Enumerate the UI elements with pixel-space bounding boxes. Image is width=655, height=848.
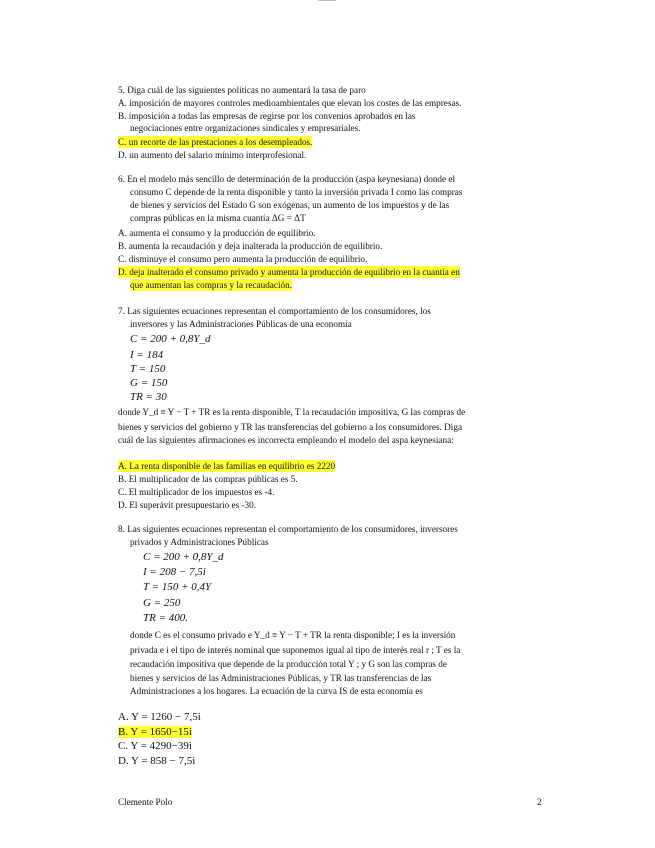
q7-stem-line1: 7. Las siguientes ecuaciones representan el comportamiento de los consumidores, los bbox=[118, 306, 431, 316]
q8-stem-line1: 8. Las siguientes ecuaciones representan el comportamiento de los consumidores, inversores bbox=[118, 524, 458, 534]
q5-option-b-line2: negociaciones entre organizaciones sindicales y empresariales. bbox=[130, 123, 361, 133]
q7-equation-consumption: C = 200 + 0,8Y_d bbox=[130, 333, 211, 345]
q5-option-a: A. imposición de mayores controles medioambientales que elevan los costes de las empresas. bbox=[118, 98, 462, 108]
q8-option-d: D. Y = 858 − 7,5i bbox=[118, 755, 196, 767]
q8-stem-line2: privados y Administraciones Públicas bbox=[130, 537, 269, 547]
q8-option-c: C. Y = 4290−39i bbox=[118, 740, 192, 752]
q6-option-a: A. aumenta el consumo y la producción de equilibrio. bbox=[118, 228, 316, 238]
page-top-mark bbox=[318, 0, 336, 4]
q7-equation-taxes: T = 150 bbox=[130, 363, 166, 375]
q8-equation-transfers: TR = 400. bbox=[143, 612, 189, 624]
q6-stem-line1: 6. En el modelo más sencillo de determinación de la producción (aspa keynesiana) donde el bbox=[118, 174, 456, 184]
footer-author: Clemente Polo bbox=[118, 797, 173, 807]
q8-option-b-highlighted: B. Y = 1650−15i bbox=[118, 726, 192, 738]
q7-option-b: B. El multiplicador de las compras públicas es 5. bbox=[118, 474, 298, 484]
q8-equation-taxes: T = 150 + 0,4Y bbox=[143, 581, 212, 593]
q7-equation-transfers: TR = 30 bbox=[130, 391, 167, 403]
q6-option-c: C. disminuye el consumo pero aumenta la producción de equilibrio. bbox=[118, 254, 368, 264]
q5-option-b-line1: B. imposición a todas las empresas de regirse por los convenios aprobados en las bbox=[118, 111, 416, 121]
q7-equation-investment: I = 184 bbox=[130, 349, 164, 361]
q7-stem-line2: inversores y las Administraciones Públicas de una economía bbox=[130, 319, 352, 329]
q6-option-b: B. aumenta la recaudación y deja inalterada la producción de equilibrio. bbox=[118, 241, 383, 251]
q6-option-d-line1-highlighted: D. deja inalterado el consumo privado y aumenta la producción de equilibrio en la cuantía en bbox=[118, 267, 460, 277]
q8-text-line2: privada e i el tipo de interés nominal que suponemos igual al tipo de interés real r ; T es la bbox=[130, 645, 461, 655]
q7-option-c: C. El multiplicador de los impuestos es -4. bbox=[118, 487, 275, 497]
q8-text-line3: recaudación impositiva que depende de la producción total Y ; y G son las compras de bbox=[130, 659, 447, 669]
q6-option-d-line2-highlighted: que aumentan las compras y la recaudación. bbox=[130, 280, 292, 290]
q7-option-d: D. El superávit presupuestario es -30. bbox=[118, 500, 257, 510]
q8-equation-government: G = 250 bbox=[143, 597, 181, 609]
q7-text-line2: bienes y servicios del gobierno y TR las transferencias del gobierno a los consumidores. Diga bbox=[118, 422, 463, 432]
q8-text-line1: donde C es el consumo privado e Y_d ≡ Y − T + TR la renta disponible; I es la inversión bbox=[130, 630, 456, 640]
q8-option-a: A. Y = 1260 − 7,5i bbox=[118, 711, 201, 723]
q5-option-c-highlighted: C. un recorte de las prestaciones a los desempleados. bbox=[118, 137, 313, 147]
q7-option-a-highlighted: A. La renta disponible de las familias en equilibrio es 2220 bbox=[118, 461, 336, 471]
q7-text-line3: cuál de las siguientes afirmaciones es incorrecta empleando el modelo del aspa keynesiana: bbox=[118, 435, 454, 445]
q6-stem-line2: consumo C depende de la renta disponible y tanto la inversión privada I como las compras bbox=[130, 187, 463, 197]
q7-text-line1: donde Y_d ≡ Y − T + TR es la renta disponible, T la recaudación impositiva, G las compras de bbox=[118, 407, 466, 417]
q8-text-line4: bienes y servicios de las Administraciones Públicas, y TR las transferencias de las bbox=[130, 673, 432, 683]
q6-stem-line4: compras públicas en la misma cuantía ΔG = ΔT bbox=[130, 213, 306, 223]
q8-equation-consumption: C = 200 + 0,8Y_d bbox=[143, 551, 224, 563]
q6-stem-line3: de bienes y servicios del Estado G son exógenas, un aumento de los impuestos y de las bbox=[130, 200, 450, 210]
q5-option-d: D. un aumento del salario mínimo interprofesional. bbox=[118, 150, 307, 160]
q7-equation-government: G = 150 bbox=[130, 377, 168, 389]
footer-page-number: 2 bbox=[537, 797, 542, 807]
q8-equation-investment: I = 208 − 7,5i bbox=[143, 566, 206, 578]
q8-text-line5: Administraciones a los hogares. La ecuación de la curva IS de esta economía es bbox=[130, 686, 423, 696]
q5-stem: 5. Diga cuál de las siguientes políticas no aumentará la tasa de paro bbox=[118, 85, 366, 95]
